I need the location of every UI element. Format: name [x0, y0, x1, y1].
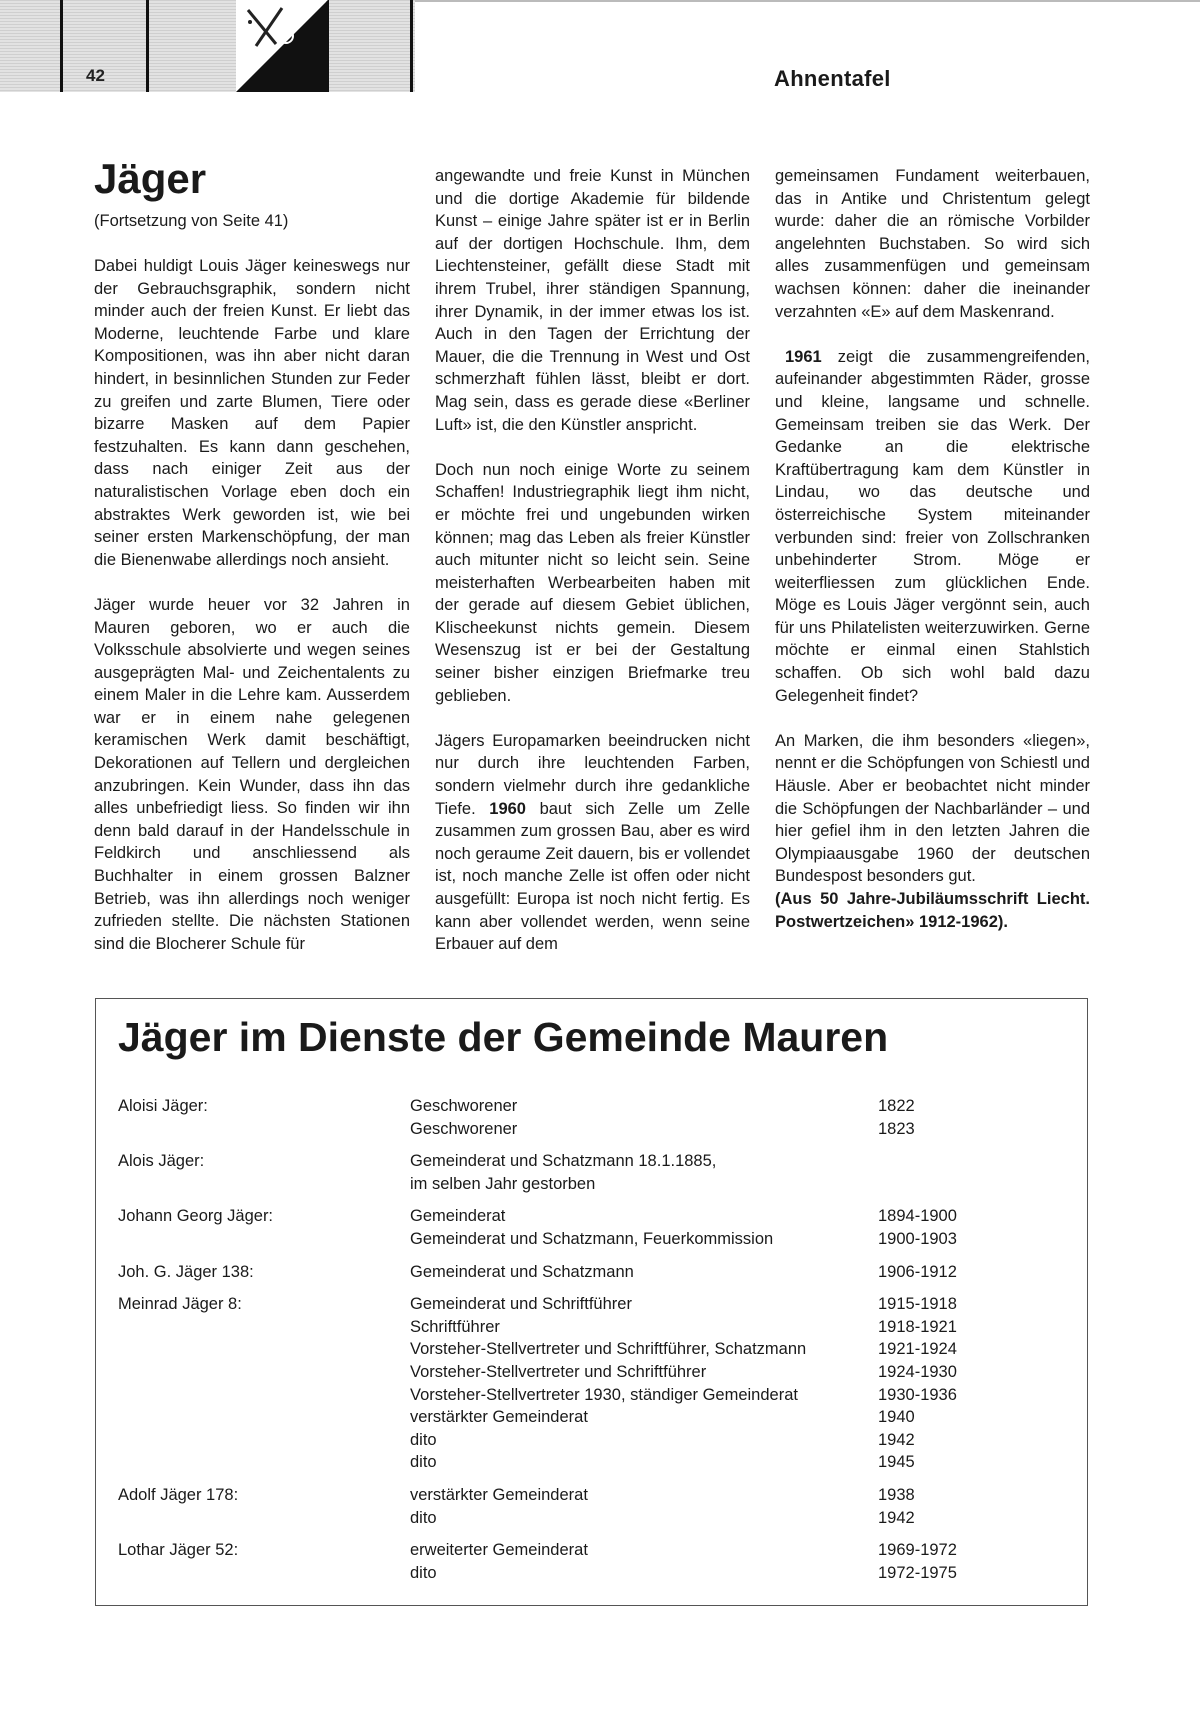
- paragraph: [435, 730, 750, 956]
- table-entry: [118, 1293, 1068, 1474]
- person-name: Alois Jäger:: [118, 1152, 205, 1171]
- office-role: Gemeinderat und Schatzmann, Feuerkommission: [410, 1229, 774, 1248]
- article-title: Jäger: [94, 155, 207, 202]
- paragraph: [775, 346, 1090, 708]
- table-row: [118, 1228, 1068, 1251]
- office-role: dito: [410, 1508, 437, 1527]
- table-entry: [118, 1095, 1068, 1140]
- paragraph: angewandte und freie Kunst in München und die dortige Akademie für bildende Kunst – einige Jahre später ist er in Berlin auf der dortigen Hochschule. Ihm, dem Liechtensteiner, gefällt diese Stadt mit ihrem Trubel, ihrer ständigen Spannung, ihrer Dynamik, in der immer etwas los ist. Auch in den Tagen der Errichtung der Mauer, die die Trennung in West und Ost schmerzhaft fühlen lässt, bleibt er dort. Mag sein, dass es gerade diese «Berliner Luft» ist, die den Künstler anspricht.: [435, 167, 750, 434]
- office-role: Vorsteher-Stellvertreter 1930, ständiger Gemeinderat: [410, 1385, 798, 1404]
- office-role: dito: [410, 1430, 437, 1449]
- person-name: [118, 1173, 410, 1196]
- source-credit: (Aus 50 Jahre-Jubiläumsschrift Liecht. Postwertzeichen» 1912-1962).: [775, 890, 1090, 931]
- term-years: 1972-1975: [878, 1563, 957, 1582]
- paragraph-text: baut sich Zelle um Zelle zusammen zum grossen Bau, aber es wird noch geraume Zeit dauern, bis er vollendet ist, noch manche Zelle ist offen oder nicht ausgefüllt: Europa ist noch nicht fertig. Es kann aber vollendet werden, wenn seine Erbauer auf dem: [435, 799, 750, 954]
- table-row: [118, 1451, 1068, 1474]
- office-role: verstärkter Gemeinderat: [410, 1485, 588, 1504]
- person-name: Joh. G. Jäger 138:: [118, 1262, 254, 1281]
- person-name: Lothar Jäger 52:: [118, 1541, 239, 1560]
- office-role: Geschworener: [410, 1097, 518, 1115]
- table-row: [118, 1361, 1068, 1384]
- office-role: Gemeinderat und Schatzmann 18.1.1885,: [410, 1152, 717, 1171]
- term-years: 1945: [878, 1453, 915, 1472]
- person-name: [118, 1228, 410, 1251]
- person-name: Meinrad Jäger 8:: [118, 1295, 242, 1314]
- term-years: 1915-1918: [878, 1295, 957, 1314]
- term-years: 1900-1903: [878, 1229, 957, 1248]
- term-years: 1906-1912: [878, 1262, 957, 1281]
- person-name: [118, 1118, 410, 1141]
- paragraph: Jäger wurde heuer vor 32 Jahren in Mauren geboren, wo er auch die Volksschule absolvierte und wegen seines ausgeprägten Mal- und Zeichentalents zu einem Maler in die Lehre kam. Ausserdem war er in einem nahe gelegenen keramischen Werk damit beschäftigt, Dekorationen auf Tellern und dergleichen anzubringen. Kein Wunder, dass ihn das alles unbefriedigt liess. So finden wir ihn denn bald darauf in der Handelsschule in Feldkirch und anschliessend als Buchhalter in einem grossen Balzner Betrieb, was ihn allerdings noch weniger zufrieden stellte. Die nächsten Stationen sind die Blocherer Schule für: [94, 595, 410, 953]
- person-name: [118, 1562, 410, 1585]
- table-row: [118, 1173, 1068, 1196]
- office-role: Geschworener: [410, 1119, 518, 1138]
- article-column-2: [435, 165, 750, 956]
- person-name: Adolf Jäger 178:: [118, 1485, 239, 1504]
- table-entry: [118, 1539, 1068, 1584]
- term-years: 1938: [878, 1485, 915, 1504]
- table-row: [118, 1338, 1068, 1361]
- office-role: Schriftführer: [410, 1317, 500, 1336]
- article-column-1: [94, 255, 410, 955]
- person-name: [118, 1316, 410, 1339]
- table-row: [118, 1484, 1068, 1507]
- term-years: 1940: [878, 1408, 915, 1427]
- table-entry: [118, 1150, 1068, 1195]
- office-role: Gemeinderat und Schriftführer: [410, 1295, 632, 1314]
- header-rule: [415, 0, 1200, 2]
- table-row: [118, 1095, 1068, 1118]
- office-role: Gemeinderat und Schatzmann: [410, 1262, 634, 1281]
- term-years: 1823: [878, 1119, 915, 1138]
- office-role: verstärkter Gemeinderat: [410, 1408, 588, 1427]
- table-row: [118, 1150, 1068, 1173]
- term-years: 1942: [878, 1430, 915, 1449]
- term-years: 1930-1936: [878, 1385, 957, 1404]
- term-years: 1822: [878, 1097, 915, 1115]
- table-rows: [118, 1095, 1068, 1594]
- person-name: [118, 1384, 410, 1407]
- office-role: Gemeinderat: [410, 1207, 506, 1226]
- officials-table: [95, 998, 1088, 1606]
- header-bar: [410, 0, 413, 92]
- term-years: 1969-1972: [878, 1541, 957, 1560]
- stamp-tools-logo-icon: [236, 0, 328, 92]
- table-row: [118, 1293, 1068, 1316]
- paragraph: gemeinsamen Fundament weiterbauen, das in Antike und Christentum gelegt wurde: daher die an römische Vorbilder angelehnten Buchstaben. So wird sich alles zusammenfügen und gemeinsam wachsen können: daher die ineinander verzahnten «E» auf dem Maskenrand.: [775, 167, 1090, 321]
- term-years: 1918-1921: [878, 1317, 957, 1336]
- table-row: [118, 1118, 1068, 1141]
- article-subtitle: (Fortsetzung von Seite 41): [94, 212, 289, 230]
- page-number: 42: [86, 66, 105, 85]
- table-title: Jäger im Dienste der Gemeinde Mauren: [118, 1014, 889, 1060]
- term-years: 1924-1930: [878, 1362, 957, 1381]
- paragraph-text: An Marken, die ihm besonders «liegen», nennt er die Schöpfungen von Schiestl und Häusle. Aber er beobachtet nicht minder die Schöpfungen der Nachbarländer – und hier gefiel ihm in den letzten Jahren die Olympiaausgabe 1960 der deutschen Bundespost besonders gut.: [775, 731, 1090, 886]
- office-role: Vorsteher-Stellvertreter und Schriftführer, Schatzmann: [410, 1340, 807, 1359]
- header-bar: [146, 0, 149, 92]
- table-row: [118, 1406, 1068, 1429]
- table-row: [118, 1429, 1068, 1452]
- table-row: [118, 1384, 1068, 1407]
- year-highlight: 1960: [489, 799, 526, 818]
- paragraph: [775, 730, 1090, 888]
- office-role: erweiterter Gemeinderat: [410, 1541, 588, 1560]
- term-years: 1942: [878, 1508, 915, 1527]
- person-name: [118, 1338, 410, 1361]
- office-role: Vorsteher-Stellvertreter und Schriftführer: [410, 1362, 707, 1381]
- paragraph: Doch nun noch einige Worte zu seinem Schaffen! Industriegraphik liegt ihm nicht, er möchte frei und ungebunden wirken können; mag das Leben als freier Künstler auch mitunter nicht so leicht sein. Seine meisterhaften Werbearbeiten haben mit der gerade auf diesem Gebiet üblichen, Klischeekunst nichts gemein. Diesem Wesenszug ist er bei der Gestaltung seiner bisher einzigen Briefmarke treu geblieben.: [435, 460, 750, 705]
- table-row: [118, 1261, 1068, 1284]
- table-row: [118, 1316, 1068, 1339]
- table-row: [118, 1205, 1068, 1228]
- table-entry: [118, 1484, 1068, 1529]
- table-entry: [118, 1261, 1068, 1284]
- year-highlight: 1961: [785, 347, 822, 366]
- office-role: im selben Jahr gestorben: [410, 1174, 596, 1193]
- paragraph-text: zeigt die zusammengreifenden, aufeinander abgestimmten Räder, grosse und kleine, langsame und schnelle. Gemeinsam treiben sie das Werk. Der Gedanke an die elektrische Kraftübertragung kam dem Künstler in Lindau, wo das deutsche und österreichische System miteinander verbunden sind: freier von Zollschranken unbehinderter Strom. Möge er weiterfliessen zum glücklichen Ende. Möge es Louis Jäger vergönnt sein, auch für uns Philatelisten weiterzuwirken. Gerne möchte er einmal einen Stahlstich schaffen. Ob sich wohl bald dazu Gelegenheit findet?: [775, 347, 1090, 705]
- person-name: [118, 1507, 410, 1530]
- table-row: [118, 1562, 1068, 1585]
- header-bar: [60, 0, 63, 92]
- table-row: [118, 1539, 1068, 1562]
- article-column-3: [775, 165, 1090, 933]
- person-name: Aloisi Jäger:: [118, 1097, 208, 1115]
- table-entry: [118, 1205, 1068, 1250]
- office-role: dito: [410, 1563, 437, 1582]
- term-years: 1894-1900: [878, 1207, 957, 1226]
- person-name: [118, 1361, 410, 1384]
- term-years: 1921-1924: [878, 1340, 957, 1359]
- person-name: [118, 1406, 410, 1429]
- paragraph: Dabei huldigt Louis Jäger keineswegs nur der Gebrauchsgraphik, sondern nicht minder auch der freien Kunst. Er liebt das Moderne, leuchtende Farbe und klare Kompositionen, was ihn aber nicht daran hindert, in besinnlichen Stunden zur Feder zu greifen und zarte Blumen, Tiere oder bizarre Masken auf dem Papier festzuhalten. Es kann dann geschehen, dass nach einiger Zeit aus der naturalistischen Vorlage eben doch ein abstraktes Werk geworden ist, wie bei seiner ersten Markenschöpfung, der man die Bienenwabe allerdings noch ansieht.: [94, 257, 410, 569]
- person-name: Johann Georg Jäger:: [118, 1207, 274, 1226]
- section-label: Ahnentafel: [774, 66, 891, 91]
- person-name: [118, 1451, 410, 1474]
- person-name: [118, 1429, 410, 1452]
- office-role: dito: [410, 1453, 437, 1472]
- paragraph-text: Jägers Europamarken beeindrucken nicht nur durch ihre leuchtenden Farben, sondern vielmehr durch ihre gedankliche Tiefe.: [435, 731, 750, 818]
- table-row: [118, 1507, 1068, 1530]
